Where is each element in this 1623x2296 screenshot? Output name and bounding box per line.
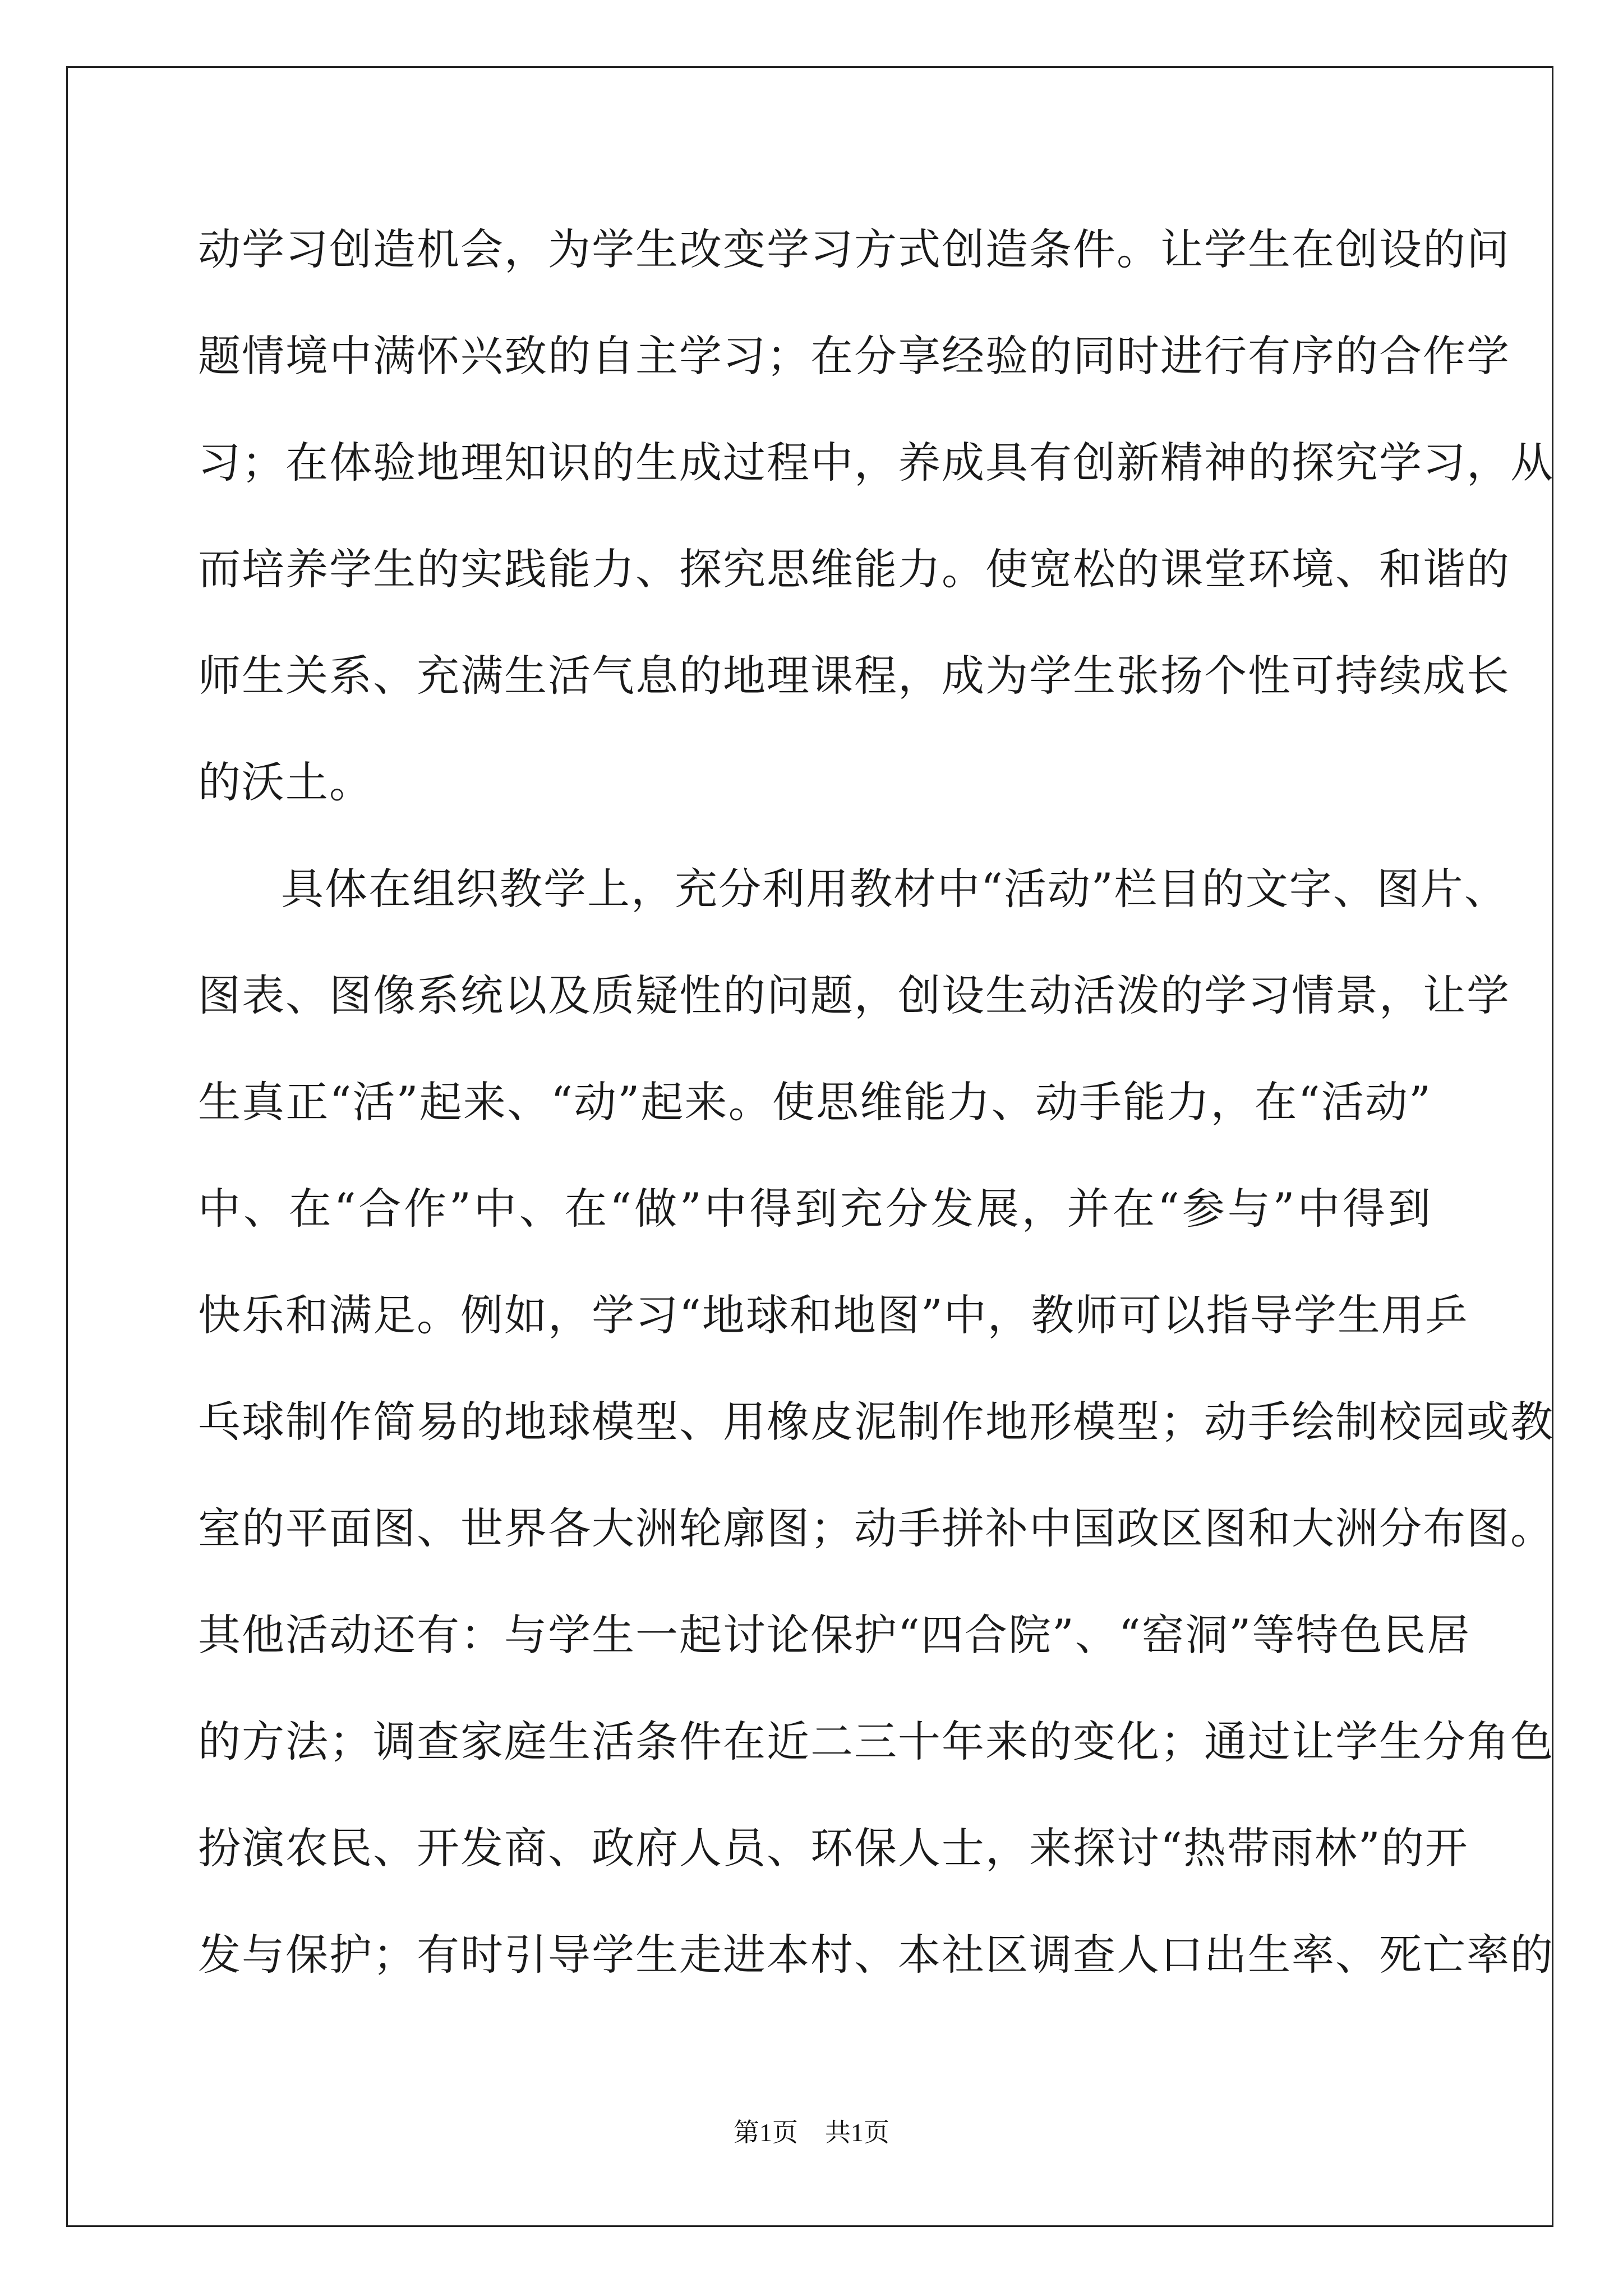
text-line: 其他活动还有：与学生一起讨论保护“四合院”、“窑洞”等特色民居 — [198, 1610, 1471, 1660]
text-line: 动学习创造机会，为学生改变学习方式创造条件。让学生在创设的问 — [198, 224, 1510, 274]
page-footer — [0, 2112, 1623, 2149]
text-line: 图表、图像系统以及质疑性的问题，创设生动活泼的学习情景，让学 — [198, 970, 1510, 1020]
text-line: 快乐和满足。例如，学习“地球和地图”中，教师可以指导学生用乒 — [198, 1290, 1469, 1340]
text-line: 习；在体验地理知识的生成过程中，养成具有创新精神的探究学习，从 — [198, 438, 1554, 487]
text-line: 而培养学生的实践能力、探究思维能力。使宽松的课堂环境、和谐的 — [198, 544, 1510, 594]
text-line: 扮演农民、开发商、政府人员、环保人士，来探讨“热带雨林”的开 — [198, 1823, 1469, 1873]
text-line: 题情境中满怀兴致的自主学习；在分享经验的同时进行有序的合作学 — [198, 331, 1510, 381]
text-line: 师生关系、充满生活气息的地理课程，成为学生张扬个性可持续成长 — [198, 651, 1510, 701]
text-line: 的沃土。 — [198, 757, 373, 807]
paragraph-1 — [198, 208, 1554, 847]
paragraph-2 — [198, 847, 1554, 2019]
page-total: 共1页 — [825, 2118, 889, 2147]
text-line: 发与保护；有时引导学生走进本村、本社区调查人口出生率、死亡率的 — [198, 1930, 1554, 1980]
document-body — [198, 208, 1554, 2019]
text-line: 中、在“合作”中、在“做”中得到充分发展，并在“参与”中得到 — [198, 1184, 1432, 1234]
text-line: 乓球制作简易的地球模型、用橡皮泥制作地形模型；动手绘制校园或教 — [198, 1397, 1554, 1447]
text-line: 室的平面图、世界各大洲轮廓图；动手拼补中国政区图和大洲分布图。 — [198, 1503, 1554, 1553]
text-line: 生真正“活”起来、“动”起来。使思维能力、动手能力，在“活动” — [198, 1077, 1432, 1127]
text-line: 的方法；调查家庭生活条件在近二三十年来的变化；通过让学生分角色 — [198, 1717, 1554, 1766]
page-number: 第1页 — [734, 2118, 798, 2147]
text-line: 具体在组织教学上，充分利用教材中“活动”栏目的文字、图片、 — [281, 864, 1508, 914]
